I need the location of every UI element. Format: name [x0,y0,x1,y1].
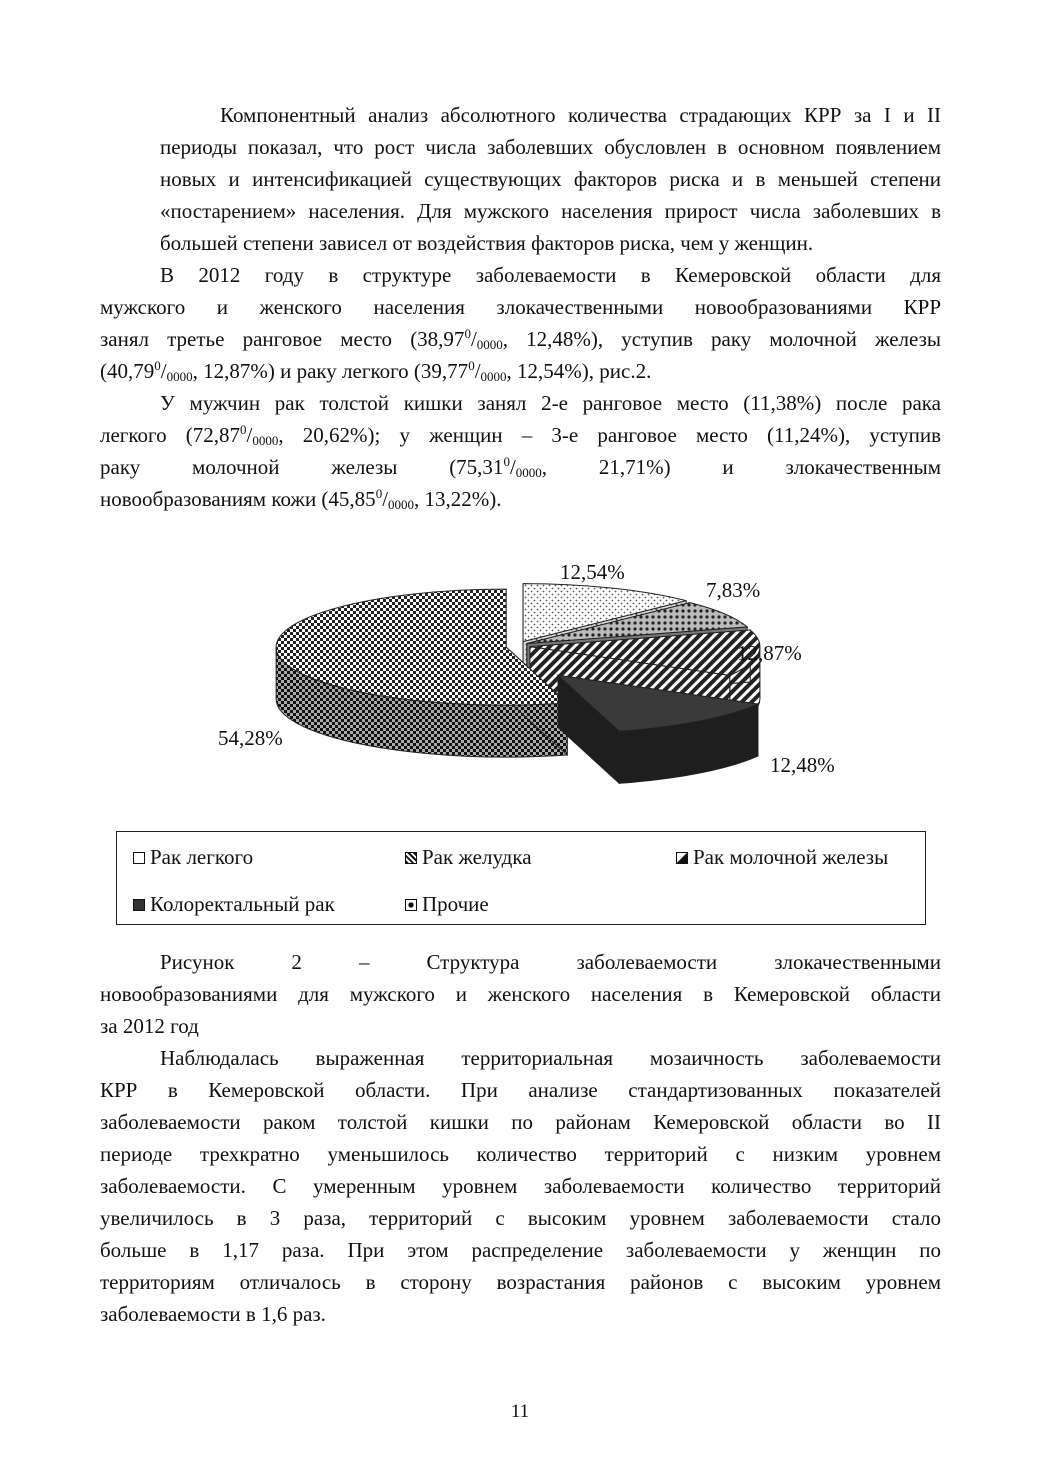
caption-line: за 2012 год [100,1014,199,1038]
word: и [722,455,734,479]
text-line: мужского и женского населения злокачественными новообразованиями КРР [100,295,941,319]
legend-swatch-stomach [405,852,417,864]
text-line: У мужчин рак толстой кишки занял 2-е ранговое место (11,38%) после рака [160,391,941,415]
text-line: «постарением» населения. Для мужского населения прирост числа заболевших в [160,199,941,223]
caption-line [100,946,941,978]
paragraph-4 [100,1042,941,1330]
legend-item-colorectal [133,892,335,917]
text-line: заболеваемости раком толстой кишки по районам Кемеровской области во II [100,1110,941,1134]
text-line: В 2012 году в структуре заболеваемости в Кемеровской области для [160,263,941,287]
word: злокачественным [785,455,941,479]
pie-chart [200,548,860,818]
legend-item-lung [133,845,253,870]
text-line: занял третье ранговое место ($38,97^0/_{0000}$, 12,48%), уступив раку молочной железы [100,326,942,352]
text-line: КРР в Кемеровской области. При анализе стандартизованных показателей [100,1078,941,1102]
legend-swatch-lung [133,852,145,864]
paragraph-1 [100,99,941,259]
legend-item-other [405,892,489,917]
text-line: Наблюдалась выраженная территориальная мозаичность заболеваемости [160,1046,941,1070]
text-line: Компонентный анализ абсолютного количества страдающих КРР за I и II [220,103,941,127]
legend-label: Рак легкого [150,845,254,869]
text-line: большей степени зависел от воздействия факторов риска, чем у женщин. [160,231,814,255]
text-line: периоды показал, что рост числа заболевших обусловлен в основном появлением [160,135,941,159]
legend-label: Прочие [422,892,489,916]
word: заболеваемости [576,950,718,974]
text-line: заболеваемости. С умеренным уровнем заболеваемости количество территорий [100,1174,941,1198]
legend-swatch-other [405,899,417,911]
word: молочной [192,455,280,479]
legend-item-breast [676,845,888,870]
slice-label-breast: 12,87% [737,641,802,665]
paragraph-3 [100,387,941,515]
legend-swatch-colorectal [133,899,145,911]
text-line: легкого ($72,87^0/_{0000}$, 20,62%); у женщин – 3-е ранговое место (11,24%), уступив [100,422,941,448]
word: Структура [426,950,520,974]
text-line: заболеваемости в 1,6 раз. [100,1302,326,1326]
caption-line: новообразованиями для мужского и женского населения в Кемеровской области [100,982,941,1006]
page-number: 11 [510,1401,530,1422]
word: – [358,950,370,974]
figure-caption [100,946,941,1042]
word: злокачественными [774,950,941,974]
legend-item-stomach [405,845,532,870]
legend-label: Рак молочной железы [693,845,889,869]
paragraph-2 [100,259,941,387]
text-line: новых и интенсификацией существующих факторов риска и в меньшей степени [160,167,941,191]
word: железы [331,455,398,479]
text-line: увеличилось в 3 раза, территорий с высоким уровнем заболеваемости стало [100,1206,941,1230]
slice-label-stomach: 54,28% [218,726,283,750]
word: 21,71%) [598,455,671,479]
legend-swatch-breast [676,852,688,864]
word: раку [100,455,141,479]
text-line: периоде трехкратно уменьшилось количество территорий с низким уровнем [100,1142,941,1166]
chart-legend [116,831,926,925]
text-line: новообразованиям кожи ($45,85^0/_{0000}$, 13,22%). [100,486,502,512]
text-line: больше в 1,17 раза. При этом распределение заболеваемости у женщин по [100,1238,941,1262]
text-line: территориям отличалось в сторону возрастания районов с высоким уровнем [100,1270,941,1294]
word: Рисунок [160,950,235,974]
text-line: ($40,79^0/_{0000}$, 12,87%) и раку легкого ($39,77^0/_{0000}$, 12,54%), рис.2. [100,358,652,384]
word: ($75,31^0/_{0000}$, [449,454,548,480]
slice-label-other: 7,83% [706,578,761,602]
slice-label-colorectal: 12,48% [770,753,835,777]
legend-label: Рак желудка [422,845,532,869]
slice-label-lung: 12,54% [560,560,625,584]
word: 2 [291,950,302,974]
legend-label: Колоректальный рак [150,892,335,916]
text-line [100,451,941,483]
pie-slices [276,584,760,784]
